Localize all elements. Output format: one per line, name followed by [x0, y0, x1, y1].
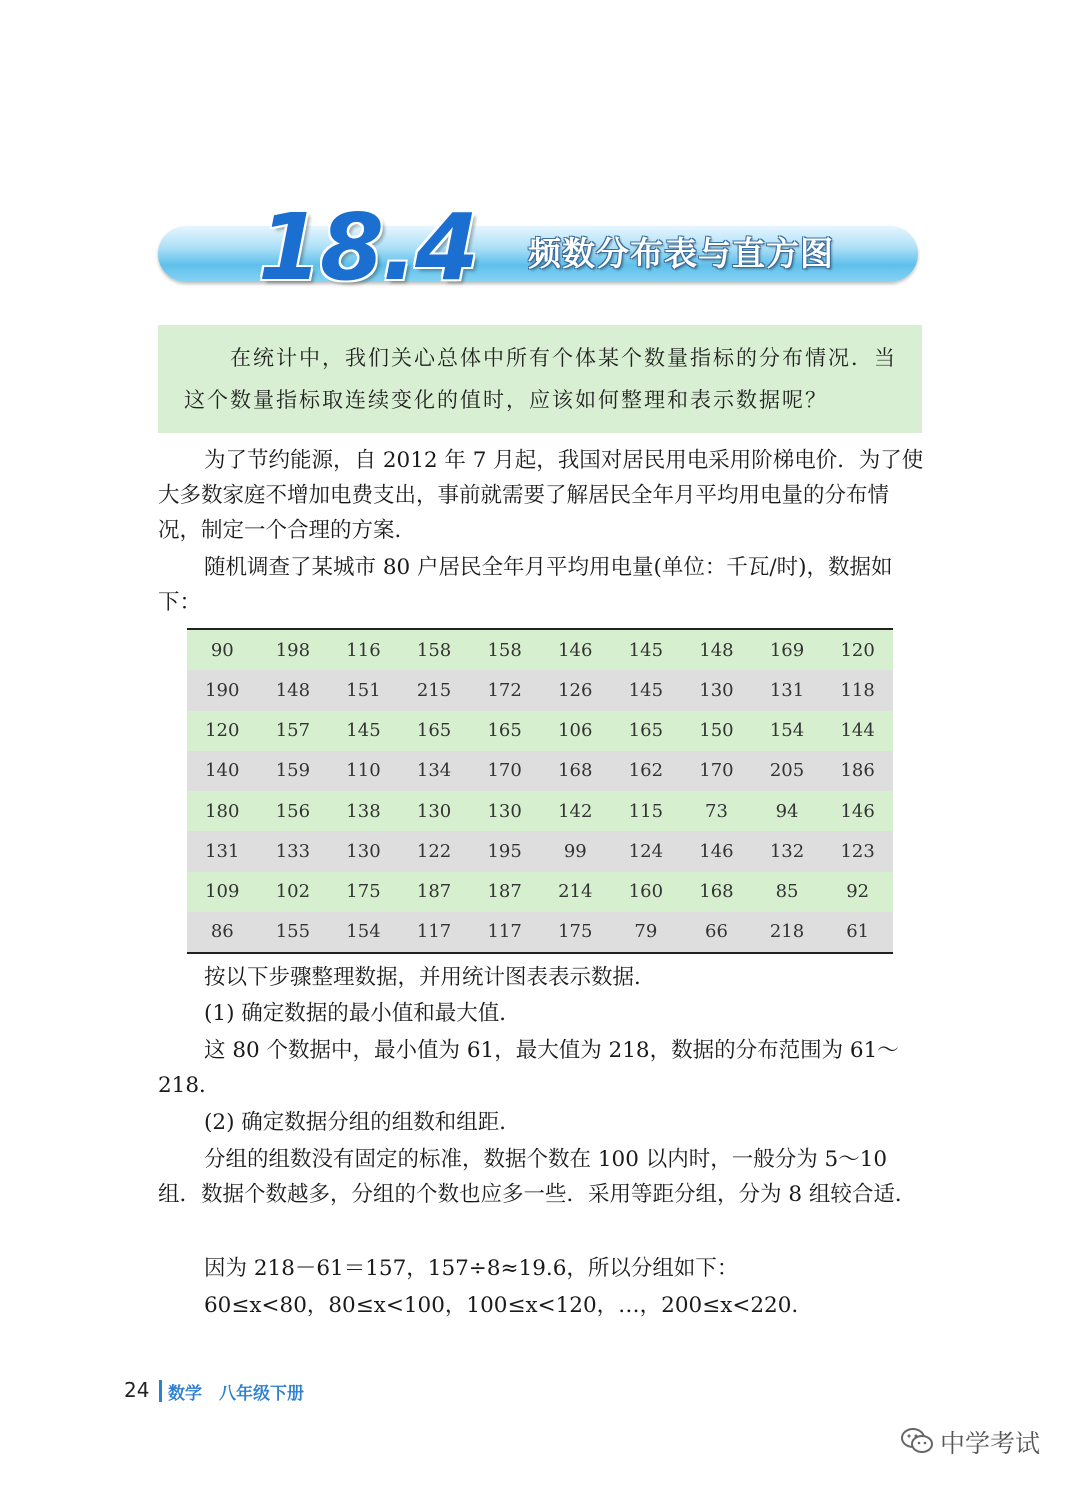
paragraph-range: 这 80 个数据中，最小值为 61，最大值为 218，数据的分布范围为 61～218．: [158, 1038, 899, 1098]
table-cell: 66: [705, 921, 728, 943]
intro-line-1: 在统计中，我们关心总体中所有个体某个数量指标的分布情况．当: [230, 346, 897, 370]
table-cell: 218: [769, 921, 805, 943]
paragraph-survey: 随机调查了某城市 80 户居民全年月平均用电量(单位：千瓦/时)，数据如下：: [158, 555, 893, 615]
table-cell: 144: [840, 720, 875, 742]
table-row: [187, 751, 893, 791]
intro-box: [158, 325, 922, 433]
intro-line-2: 这个数量指标取连续变化的值时，应该如何整理和表示数据呢？: [184, 388, 828, 412]
table-cell: 180: [205, 800, 240, 822]
table-cell: 148: [699, 639, 734, 661]
table-cell: 156: [275, 800, 311, 822]
table-cell: 126: [558, 679, 593, 701]
table-cell: 155: [275, 921, 311, 943]
paragraph-steps: 按以下步骤整理数据，并用统计图表表示数据．: [204, 965, 656, 990]
table-cell: 124: [628, 840, 664, 862]
table-cell: 146: [840, 800, 875, 822]
paragraph-intervals: 60≤x<80，80≤x<100，100≤x<120，…，200≤x<220.: [204, 1293, 799, 1318]
table-cell: 150: [699, 720, 734, 742]
table-cell: 133: [275, 840, 311, 862]
table-cell: 118: [840, 679, 875, 701]
data-table: [187, 628, 893, 954]
section-title: 频数分布表与直方图: [528, 234, 834, 273]
table-cell: 145: [628, 679, 664, 701]
table-cell: 170: [487, 760, 522, 782]
table-row: [187, 872, 893, 912]
table-cell: 94: [775, 800, 799, 822]
table-cell: 215: [416, 679, 452, 701]
table-cell: 169: [769, 639, 805, 661]
paragraph-grouping: 分组的组数没有固定的标准，数据个数在 100 以内时，一般分为 5～10 组．数据个数越多，分组的个数也应多一些．采用等距分组，分为 8 组较合适．: [158, 1147, 917, 1207]
table-cell: 132: [769, 840, 805, 862]
table-cell: 120: [205, 720, 240, 742]
table-cell: 140: [205, 760, 240, 782]
table-cell: 106: [558, 720, 593, 742]
table-cell: 190: [205, 679, 240, 701]
table-cell: 187: [416, 881, 452, 903]
table-cell: 170: [699, 760, 734, 782]
table-cell: 157: [275, 720, 311, 742]
table-cell: 131: [205, 840, 240, 862]
table-row: [187, 670, 893, 710]
table-cell: 160: [628, 881, 664, 903]
table-cell: 130: [487, 800, 522, 822]
table-cell: 205: [769, 760, 805, 782]
table-cell: 79: [634, 921, 658, 943]
table-cell: 165: [628, 720, 664, 742]
table-cell: 130: [346, 840, 381, 862]
table-cell: 154: [346, 921, 381, 943]
table-cell: 130: [416, 800, 452, 822]
table-cell: 172: [487, 679, 522, 701]
table-row: [187, 711, 893, 751]
table-cell: 142: [558, 800, 593, 822]
table-cell: 158: [416, 639, 452, 661]
table-cell: 214: [558, 881, 593, 903]
table-cell: 158: [487, 639, 522, 661]
table-row: [187, 791, 893, 831]
footer-divider: [159, 1380, 162, 1402]
watermark-text: 中学考试: [940, 1429, 1041, 1458]
table-cell: 110: [346, 760, 381, 782]
table-cell: 146: [699, 840, 734, 862]
table-cell: 122: [416, 840, 452, 862]
table-cell: 85: [775, 881, 799, 903]
table-cell: 175: [558, 921, 593, 943]
table-cell: 115: [628, 800, 664, 822]
table-cell: 186: [840, 760, 875, 782]
table-cell: 165: [416, 720, 452, 742]
step-2-heading: (2) 确定数据分组的组数和组距．: [204, 1110, 521, 1135]
table-cell: 130: [699, 679, 734, 701]
table-cell: 117: [416, 921, 452, 943]
table-cell: 187: [487, 881, 522, 903]
table-cell: 151: [346, 679, 381, 701]
table-row: [187, 629, 893, 670]
book-title: 数学 八年级下册: [168, 1384, 304, 1404]
table-body: [187, 629, 893, 953]
table-cell: 138: [346, 800, 381, 822]
table-cell: 116: [346, 639, 381, 661]
table-cell: 195: [487, 840, 522, 862]
wechat-icon: [900, 1426, 934, 1462]
section-banner: [158, 194, 920, 301]
table-row: [187, 912, 893, 953]
page-number: 24: [124, 1378, 150, 1402]
table-cell: 73: [705, 800, 728, 822]
table-cell: 90: [210, 639, 234, 661]
table-cell: 162: [628, 760, 664, 782]
step-1-heading: (1) 确定数据的最小值和最大值．: [204, 1001, 521, 1026]
table-cell: 154: [769, 720, 805, 742]
table-cell: 168: [558, 760, 593, 782]
table-cell: 92: [846, 881, 870, 903]
table-cell: 86: [210, 921, 234, 943]
table-cell: 175: [346, 881, 381, 903]
table-cell: 109: [205, 881, 240, 903]
table-cell: 134: [416, 760, 452, 782]
table-cell: 102: [275, 881, 311, 903]
table-row: [187, 831, 893, 871]
table-cell: 61: [846, 921, 870, 943]
paragraph-energy: 为了节约能源，自 2012 年 7 月起，我国对居民用电采用阶梯电价．为了使大多数家庭不增加电费支出，事前就需要了解居民全年月平均用电量的分布情况，制定一个合理的方案．: [158, 448, 924, 543]
paragraph-calculation: 因为 218－61＝157，157÷8≈19.6，所以分组如下：: [204, 1256, 739, 1281]
table-cell: 123: [840, 840, 875, 862]
table-cell: 131: [769, 679, 805, 701]
table-cell: 168: [699, 881, 734, 903]
table-cell: 148: [275, 679, 311, 701]
table-cell: 165: [487, 720, 522, 742]
section-number: 18.4: [258, 194, 477, 301]
table-cell: 145: [628, 639, 664, 661]
table-cell: 145: [346, 720, 381, 742]
table-cell: 198: [275, 639, 311, 661]
table-cell: 146: [558, 639, 593, 661]
table-cell: 120: [840, 639, 875, 661]
table-cell: 159: [275, 760, 311, 782]
table-cell: 99: [563, 840, 587, 862]
table-cell: 117: [487, 921, 522, 943]
